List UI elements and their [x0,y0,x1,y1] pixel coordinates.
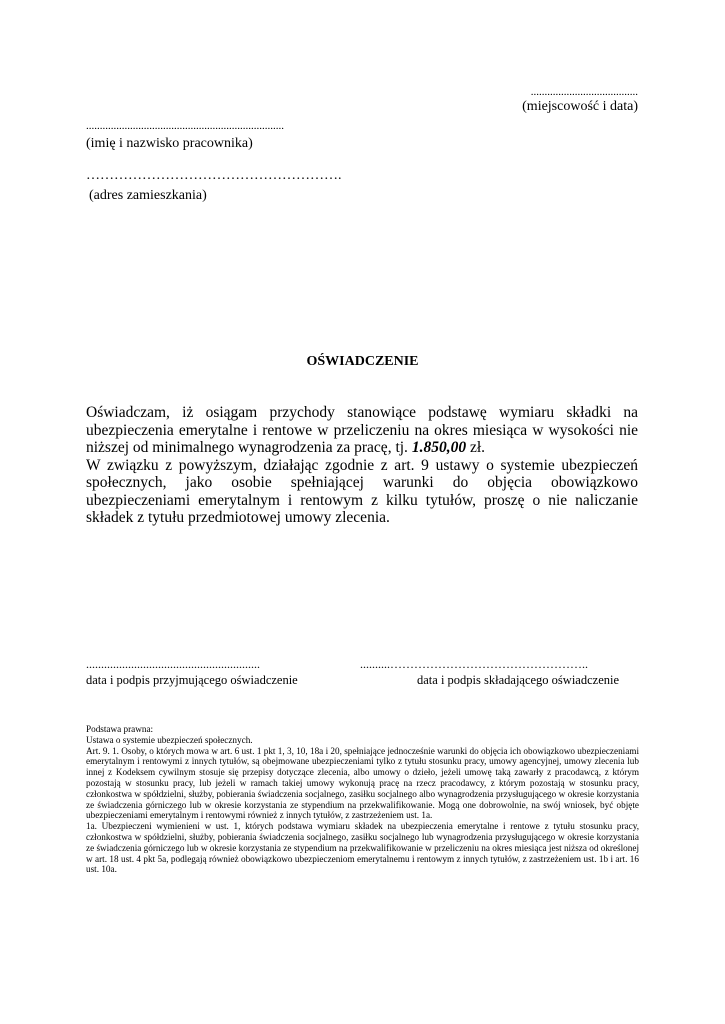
declarant-signature-line: ..........………………………………………….. [360,657,588,671]
employee-name-block [86,118,284,154]
address-fill-line: ………………………………………………. [86,168,342,183]
declarant-signature-label: data i podpis składającego oświadczenie [417,673,620,687]
legal-art9-par1: Art. 9. 1. Osoby, o których mowa w art. 6 ust. 1 pkt 1, 3, 10, 18a i 20, spełniające jednocześnie warunki do objęcia ich obowiązkowo ubezpieczeniami emerytalnym i rentowymi z innych tytułów, są obejmowane ubezpieczeniami tylko z tytułu stosunku pracy, umowy agencyjnej, umowy zlecenia lub innej z Kodeksem cywilnym stosuje się przepisy dotyczące zlecenia, albo umowy o dzieło, jeżeli umowę taką zawarły z pracodawcą, z którym pozostają w stosunku pracy, lub jeżeli w ramach takiej umowy wykonują pracę na rzecz pracodawcy, z którym pozostają w stosunku pracy, członkostwa w spółdzielni, służby, pobierania świadczenia socjalnego, zasiłku socjalnego albo wynagrodzenia przysługującego w okresie korzystania ze świadczenia górniczego lub w okresie korzystania ze stypendium na przekwalifikowanie. Mogą one dobrowolnie, na swój wniosek, być objęte ubezpieczeniami emerytalnym i rentowymi również z innych tytułów, z zastrzeżeniem ust. 1a. [86,745,639,821]
employee-name-label: (imię i nazwisko pracownika) [86,136,253,151]
document-title: OŚWIADCZENIE [306,354,419,369]
place-date-fill-line: ....................................... [530,86,638,98]
legal-act-name: Ustawa o systemie ubezpieczeń społecznych. [86,734,253,745]
declaration-p1-text: Oświadczam, iż osiągam przychody stanowiące podstawę wymiaru składki na ubezpieczenia emerytalne i rentowe w przeliczeniu na okres miesiąca w wysokości nie niższej od minimalnego wynagrodzenia za pracę, tj. [86,404,638,456]
declaration-p1-currency: zł. [466,439,485,456]
declaration-body [86,404,638,527]
receiver-signature-block [86,656,298,688]
address-block [86,166,342,206]
declarant-signature-block [360,656,619,688]
declaration-paragraph-1 [86,404,638,457]
place-date-block [522,86,638,116]
employee-name-fill-line: ........................................................................ [86,120,284,132]
legal-art9-par1a: 1a. Ubezpieczeni wymienieni w ust. 1, których podstawa wymiaru składek na ubezpieczenia emerytalne i rentowe z tytułu stosunku pracy, członkostwa w spółdzielni, służby, pobierania świadczenia socjalnego, zasiłku socjalnego lub wynagrodzenia przysługującego w okresie korzystania ze świadczenia górniczego lub w okresie korzystania ze stypendium na przekwalifikowanie w przeliczeniu na okres miesiąca jest niższa od określonej w art. 18 ust. 4 pkt 5a, podlegają również obowiązkowo ubezpieczeniom emerytalnemu i rentowym z innych tytułów, z zastrzeżeniem ust. 1b i art. 16 ust. 10a. [86,821,639,875]
legal-basis-heading: Podstawa prawna: [86,724,154,734]
receiver-signature-label: data i podpis przyjmującego oświadczenie [86,673,298,687]
legal-basis-footnote [86,724,639,875]
declaration-paragraph-2: W związku z powyższym, działając zgodnie z art. 9 ustawy o systemie ubezpieczeń społecznych, jako osobie spełniającej warunki do objęcia obowiązkowo ubezpieczeniami emerytalnym i rentowym z kilku tytułów, proszę o nie naliczanie składek z tytułu przedmiotowej umowy zlecenia. [86,456,638,526]
declaration-amount: 1.850,00 [411,439,467,456]
address-label: (adres zamieszkania) [89,188,207,203]
receiver-signature-line: .......................................................... [86,657,260,671]
place-date-label: (miejscowość i data) [522,99,638,114]
